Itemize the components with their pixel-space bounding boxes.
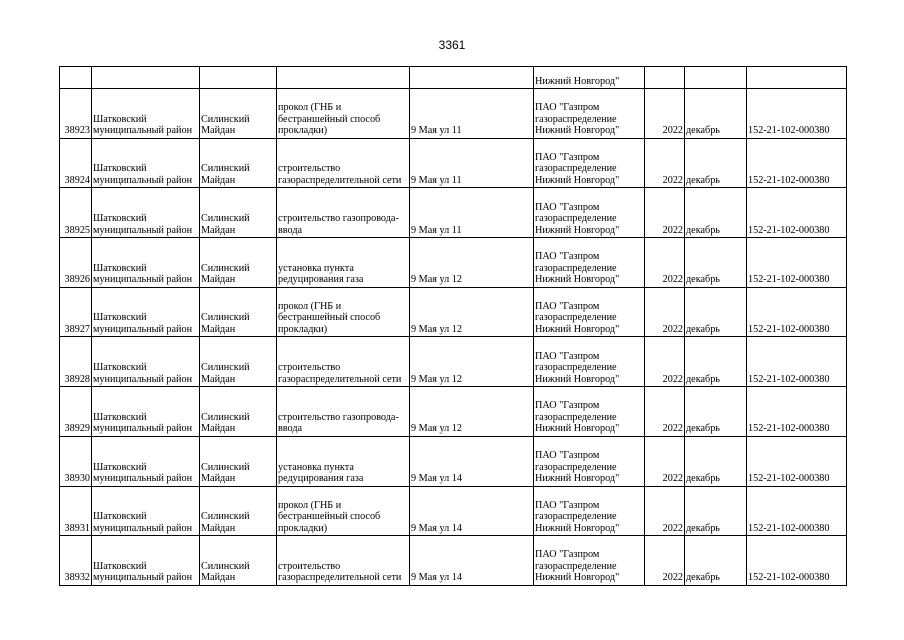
cell-district-line: муниципальный район [93,274,193,286]
cell-address: 9 Мая ул 14 [410,486,534,536]
cell-work-type-line: строительство [278,362,341,374]
cell-organization-line: газораспределение [535,262,617,274]
cell-organization [534,536,645,586]
cell-district [92,287,200,337]
cell-year [645,67,685,89]
cell-organization-line: ПАО "Газпром [535,400,600,412]
cell-district-line: Шатковский [93,511,147,523]
cell-organization-line: Нижний Новгород" [535,423,620,435]
cell-month: декабрь [685,337,747,387]
cell-id: 38931 [60,486,92,536]
cell-id: 38929 [60,387,92,437]
cell-settlement-line: Майдан [201,323,236,335]
cell-settlement [200,536,277,586]
cell-code: 152-21-102-000380 [747,238,847,288]
cell-organization-line: ПАО "Газпром [535,201,600,213]
table-row [60,536,847,586]
cell-settlement-line: Майдан [201,522,236,534]
cell-organization-line: газораспределение [535,163,617,175]
cell-work-type-line: газораспределительной сети [278,373,402,385]
cell-month: декабрь [685,486,747,536]
cell-address: 9 Мая ул 12 [410,387,534,437]
cell-organization [534,486,645,536]
cell-organization-line: Нижний Новгород" [535,224,620,236]
cell-month: декабрь [685,436,747,486]
cell-organization-line: Нижний Новгород" [535,473,620,484]
cell-work-type [277,287,410,337]
cell-address [410,67,534,89]
cell-organization-line: Нижний Новгород" [535,125,620,137]
cell-id [60,67,92,89]
table-row [60,138,847,188]
cell-organization-line: Нижний Новгород" [535,572,620,584]
cell-settlement [200,387,277,437]
cell-work-type-line: прокладки) [278,125,328,137]
cell-settlement [200,67,277,89]
cell-district-line: Шатковский [93,163,147,175]
cell-organization-line: Нижний Новгород" [535,522,620,534]
cell-id: 38925 [60,188,92,238]
cell-district [92,536,200,586]
cell-code [747,67,847,89]
cell-id: 38927 [60,287,92,337]
cell-settlement-line: Силинский [201,262,250,274]
cell-year: 2022 [645,89,685,139]
cell-settlement-line: Силинский [201,411,250,423]
cell-month: декабрь [685,536,747,586]
cell-district [92,486,200,536]
cell-year: 2022 [645,387,685,437]
cell-code: 152-21-102-000380 [747,387,847,437]
cell-month: декабрь [685,287,747,337]
cell-organization: Нижний Новгород" [534,67,645,89]
cell-district-line: муниципальный район [93,522,193,534]
cell-code: 152-21-102-000380 [747,486,847,536]
cell-work-type-line: установка пункта [278,262,354,274]
cell-work-type-line: прокладки) [278,323,328,335]
cell-organization-line: газораспределение [535,560,617,572]
cell-settlement-line: Майдан [201,174,236,186]
cell-work-type-line: бестраншейный способ [278,511,381,523]
cell-organization-line: Нижний Новгород" [535,274,620,286]
cell-id: 38932 [60,536,92,586]
table-row [60,89,847,139]
cell-work-type-line: прокол (ГНБ и [278,300,342,312]
cell-district-line: Шатковский [93,362,147,374]
cell-organization-line: газораспределение [535,213,617,225]
cell-year: 2022 [645,436,685,486]
cell-code: 152-21-102-000380 [747,536,847,586]
cell-settlement [200,486,277,536]
cell-settlement-line: Силинский [201,163,250,175]
cell-year: 2022 [645,188,685,238]
table-row [60,287,847,337]
cell-organization [534,436,645,486]
cell-organization-line: Нижний Новгород" [535,373,620,385]
cell-organization [534,387,645,437]
cell-district-line: муниципальный район [93,224,193,236]
cell-organization [534,238,645,288]
cell-work-type [277,536,410,586]
cell-work-type [277,138,410,188]
cell-organization-line: ПАО "Газпром [535,102,600,114]
cell-settlement-line: Силинский [201,511,250,523]
cell-settlement-line: Силинский [201,362,250,374]
cell-settlement [200,337,277,387]
cell-settlement [200,138,277,188]
cell-district [92,337,200,387]
cell-organization-line: газораспределение [535,461,617,473]
cell-work-type-line: редуцирования газа [278,473,364,484]
cell-district-line: муниципальный район [93,174,193,186]
cell-district-line: муниципальный район [93,423,193,435]
cell-year: 2022 [645,337,685,387]
cell-organization [534,138,645,188]
cell-id: 38924 [60,138,92,188]
cell-district-line: Шатковский [93,411,147,423]
cell-work-type-line: бестраншейный способ [278,312,381,324]
table-row [60,188,847,238]
cell-organization [534,89,645,139]
cell-address: 9 Мая ул 11 [410,89,534,139]
cell-work-type-line: бестраншейный способ [278,113,381,125]
cell-settlement-line: Майдан [201,224,236,236]
cell-settlement [200,238,277,288]
cell-work-type-line: установка пункта [278,461,354,473]
cell-month [685,67,747,89]
cell-work-type-line: прокладки) [278,522,328,534]
cell-organization-line: газораспределение [535,411,617,423]
cell-code: 152-21-102-000380 [747,287,847,337]
cell-work-type [277,337,410,387]
cell-settlement-line: Майдан [201,274,236,286]
cell-work-type-line: строительство [278,560,341,572]
cell-work-type [277,238,410,288]
cell-district-line: муниципальный район [93,572,193,584]
continuation-row [60,67,847,89]
cell-code: 152-21-102-000380 [747,188,847,238]
cell-code: 152-21-102-000380 [747,138,847,188]
cell-district-line: Шатковский [93,262,147,274]
cell-organization [534,188,645,238]
cell-work-type [277,89,410,139]
cell-district-line: муниципальный район [93,373,193,385]
cell-work-type-line: газораспределительной сети [278,174,402,186]
cell-organization [534,287,645,337]
cell-district [92,138,200,188]
cell-district [92,387,200,437]
cell-address: 9 Мая ул 11 [410,188,534,238]
cell-year: 2022 [645,536,685,586]
cell-id: 38928 [60,337,92,387]
cell-year: 2022 [645,238,685,288]
cell-settlement [200,287,277,337]
table-row [60,337,847,387]
cell-month: декабрь [685,188,747,238]
cell-address: 9 Мая ул 14 [410,436,534,486]
cell-work-type-line: редуцирования газа [278,274,364,286]
cell-address: 9 Мая ул 14 [410,536,534,586]
cell-work-type-line: ввода [278,423,303,435]
table-row [60,238,847,288]
cell-district-line: Шатковский [93,312,147,324]
cell-organization [534,337,645,387]
cell-organization-line: ПАО "Газпром [535,499,600,511]
cell-year: 2022 [645,486,685,536]
cell-settlement-line: Майдан [201,125,236,137]
cell-settlement-line: Майдан [201,423,236,435]
cell-settlement-line: Майдан [201,373,236,385]
cell-month: декабрь [685,138,747,188]
cell-settlement [200,188,277,238]
cell-organization-line: ПАО "Газпром [535,251,600,263]
cell-year: 2022 [645,287,685,337]
cell-work-type-line: ввода [278,224,303,236]
cell-district-line: Шатковский [93,213,147,225]
cell-organization-line: ПАО "Газпром [535,151,600,163]
table-body [60,67,847,586]
cell-work-type-line: строительство [278,163,341,175]
cell-month: декабрь [685,387,747,437]
cell-id: 38923 [60,89,92,139]
cell-code: 152-21-102-000380 [747,436,847,486]
cell-work-type [277,188,410,238]
cell-work-type-line: газораспределительной сети [278,572,402,584]
cell-organization-line: газораспределение [535,511,617,523]
cell-organization-line: Нижний Новгород" [535,323,620,335]
table-row [60,486,847,536]
table-row [60,436,847,486]
cell-settlement [200,436,277,486]
cell-work-type-line: прокол (ГНБ и [278,102,342,114]
cell-year: 2022 [645,138,685,188]
cell-work-type [277,436,410,486]
cell-address: 9 Мая ул 11 [410,138,534,188]
cell-district-line: муниципальный район [93,125,193,137]
cell-settlement-line: Силинский [201,312,250,324]
cell-district-line: Шатковский [93,560,147,572]
cell-district-line: Шатковский [93,113,147,125]
cell-work-type-line: строительство газопровода- [278,411,399,423]
cell-settlement-line: Силинский [201,113,250,125]
cell-address: 9 Мая ул 12 [410,238,534,288]
cell-id: 38930 [60,436,92,486]
cell-work-type-line: строительство газопровода- [278,213,399,225]
cell-work-type-line: прокол (ГНБ и [278,499,342,511]
cell-settlement-line: Силинский [201,213,250,225]
cell-organization-line: газораспределение [535,312,617,324]
cell-settlement-line: Майдан [201,572,236,584]
cell-district [92,436,200,486]
cell-organization-line: газораспределение [535,113,617,125]
cell-organization-line: ПАО "Газпром [535,450,600,461]
works-table [59,66,847,586]
cell-settlement-line: Майдан [201,473,236,484]
cell-month: декабрь [685,89,747,139]
cell-work-type [277,486,410,536]
cell-code: 152-21-102-000380 [747,337,847,387]
cell-district [92,67,200,89]
cell-work-type [277,67,410,89]
cell-organization-line: Нижний Новгород" [535,174,620,186]
cell-address: 9 Мая ул 12 [410,287,534,337]
cell-settlement-line: Силинский [201,560,250,572]
cell-district-line: Шатковский [93,461,147,473]
cell-organization-line: ПАО "Газпром [535,300,600,312]
cell-address: 9 Мая ул 12 [410,337,534,387]
cell-month: декабрь [685,238,747,288]
cell-organization-line: ПАО "Газпром [535,549,600,561]
cell-settlement-line: Силинский [201,461,250,473]
cell-work-type [277,387,410,437]
cell-district [92,188,200,238]
cell-district-line: муниципальный район [93,473,193,484]
cell-settlement [200,89,277,139]
cell-code: 152-21-102-000380 [747,89,847,139]
cell-district [92,238,200,288]
page-number: 3361 [438,38,466,52]
cell-organization-line: ПАО "Газпром [535,350,600,362]
cell-id: 38926 [60,238,92,288]
cell-organization-line: газораспределение [535,362,617,374]
table-row [60,387,847,437]
cell-district [92,89,200,139]
cell-district-line: муниципальный район [93,323,193,335]
